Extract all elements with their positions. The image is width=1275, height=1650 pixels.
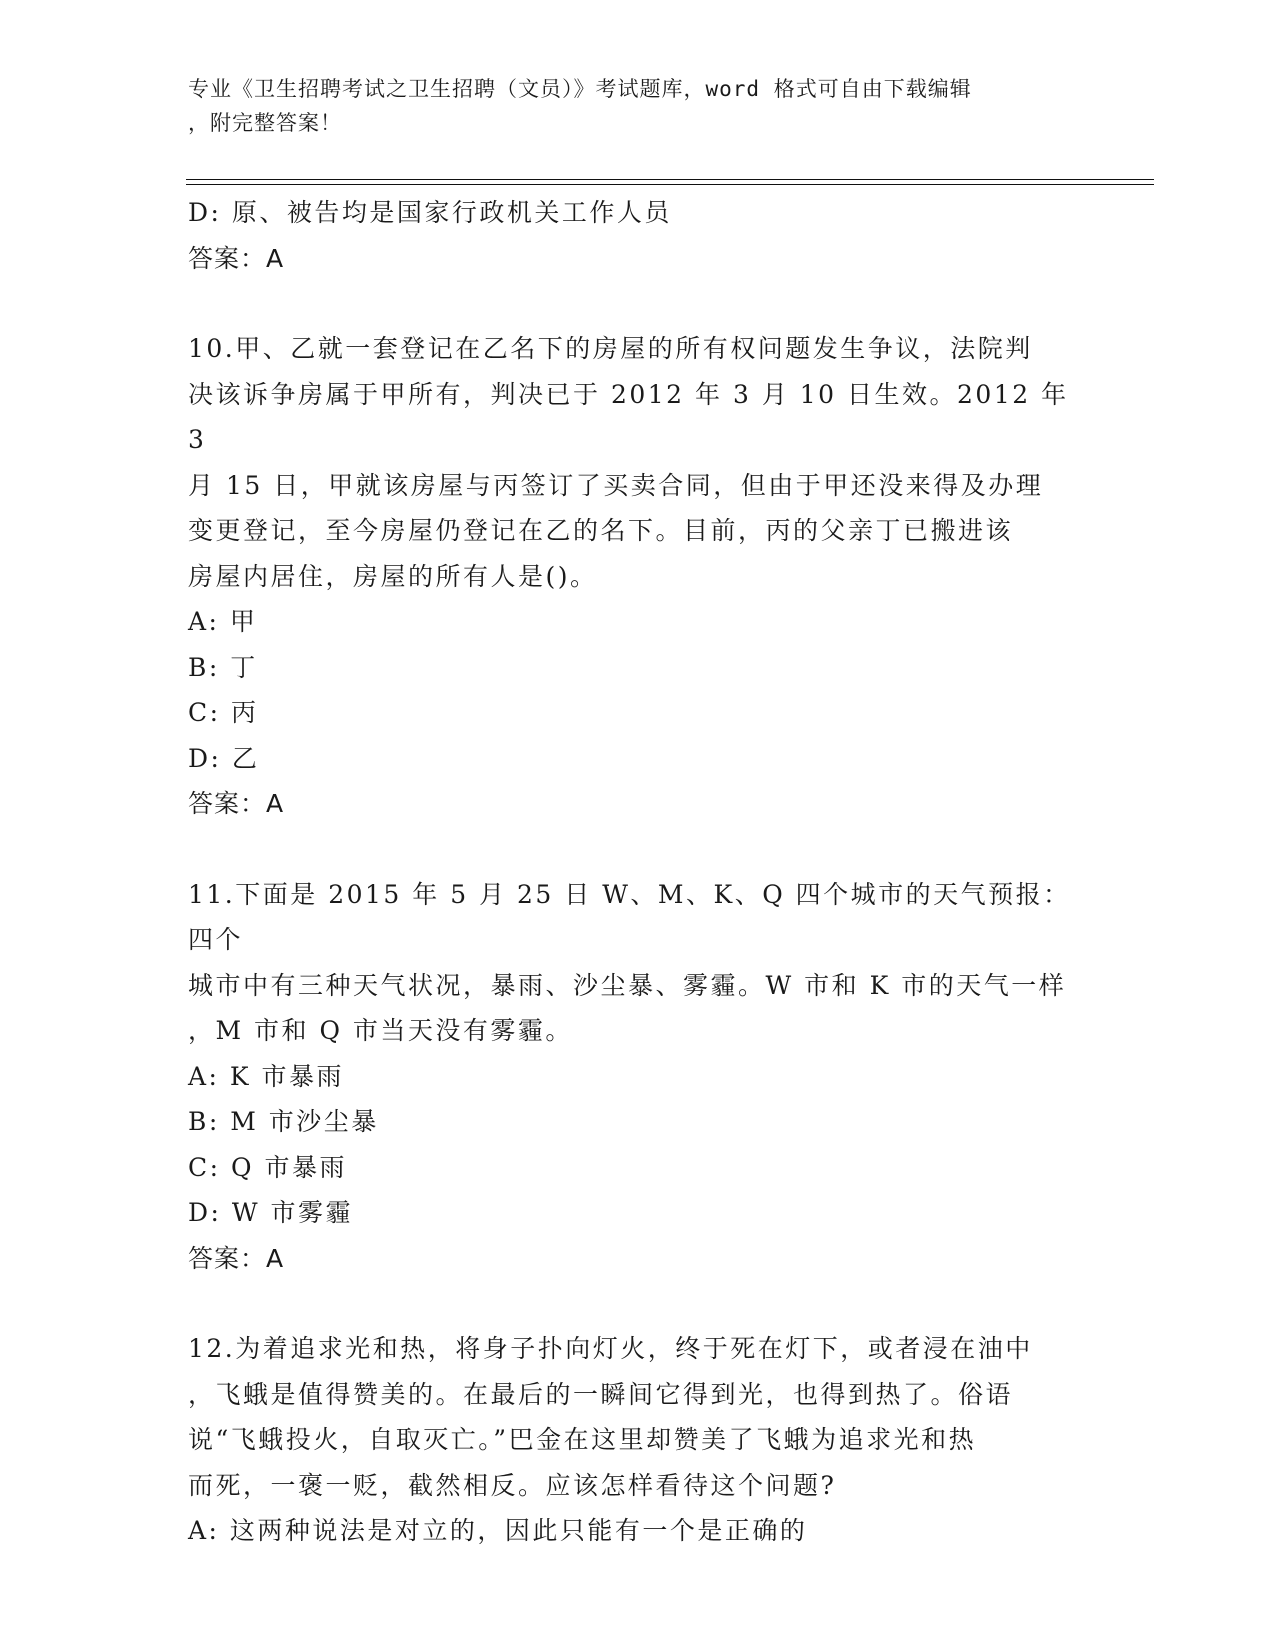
question-text-line: 11.下面是 2015 年 5 月 25 日 W、M、K、Q 四个城市的天气预报：四个 — [188, 879, 1071, 954]
question-text-line: ，飞蛾是值得赞美的。在最后的一瞬间它得到光，也得到热了。俗语 — [188, 1379, 1014, 1409]
option-a: A: 甲 — [188, 607, 258, 636]
option-a: A: K 市暴雨 — [188, 1061, 345, 1091]
question-text-line: 决该诉争房属于甲所有，判决已于 2012 年 3 月 10 日生效。2012 年 3 — [188, 379, 1069, 454]
header-line-1: 专业《卫生招聘考试之卫生招聘（文员）》考试题库，word 格式可自由下载编辑 — [188, 77, 972, 101]
question-text-line: 12.为着追求光和热，将身子扑向灯火，终于死在灯下，或者浸在油中 — [188, 1334, 1033, 1363]
option-d: D: W 市雾霾 — [188, 1198, 354, 1227]
option-b: B: M 市沙尘暴 — [188, 1107, 379, 1136]
option-b: B: 丁 — [188, 652, 258, 682]
question-text-line: 月 15 日，甲就该房屋与丙签订了买卖合同，但由于甲还没来得及办理 — [188, 470, 1044, 500]
page-header — [188, 72, 1088, 140]
question-12 — [188, 1326, 1078, 1554]
option-c: C: Q 市暴雨 — [188, 1152, 347, 1182]
option-c: C: 丙 — [188, 698, 259, 727]
document-body — [188, 190, 1078, 1554]
option-d: D: 原、被告均是国家行政机关工作人员 — [188, 198, 672, 227]
header-divider-bottom — [186, 184, 1154, 185]
question-text-line: 说“飞蛾投火，自取灭亡。”巴金在这里却赞美了飞蛾为追求光和热 — [188, 1425, 977, 1454]
question-text-line: 而死，一褒一贬，截然相反。应该怎样看待这个问题? — [188, 1470, 837, 1500]
question-text-line: 房屋内居住，房屋的所有人是()。 — [188, 561, 598, 591]
question-text-line: 变更登记，至今房屋仍登记在乙的名下。目前，丙的父亲丁已搬进该 — [188, 516, 1014, 545]
option-d: D: 乙 — [188, 743, 260, 773]
question-10 — [188, 326, 1078, 827]
question-text-line: 城市中有三种天气状况，暴雨、沙尘暴、雾霾。W 市和 K 市的天气一样 — [188, 970, 1067, 1000]
answer-line: 答案：A — [188, 789, 285, 818]
header-line-2: ，附完整答案！ — [188, 111, 342, 135]
header-divider-top — [186, 179, 1154, 180]
question-11 — [188, 872, 1078, 1282]
question-text-line: 10.甲、乙就一套登记在乙名下的房屋的所有权问题发生争议，法院判 — [188, 334, 1033, 363]
answer-line: 答案：A — [188, 1243, 285, 1273]
answer-line: 答案：A — [188, 243, 285, 273]
option-a: A: 这两种说法是对立的，因此只能有一个是正确的 — [188, 1516, 808, 1545]
question-text-line: ，M 市和 Q 市当天没有雾霾。 — [188, 1016, 573, 1045]
